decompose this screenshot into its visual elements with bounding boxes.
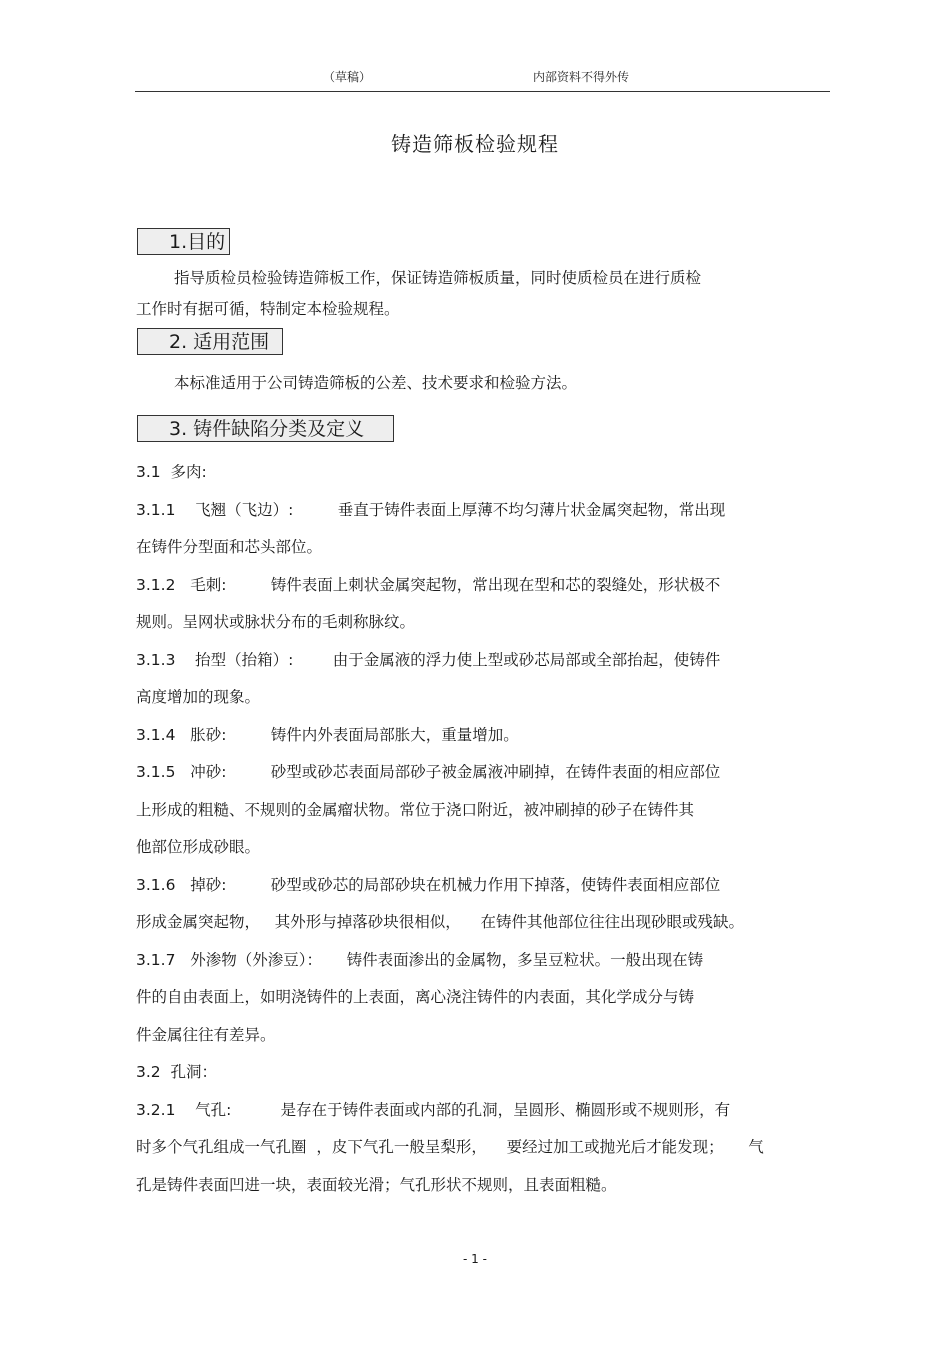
section-1-heading: 1.目的	[137, 228, 230, 255]
header-rule	[135, 91, 830, 92]
section-3-line: 3.1.4 胀砂: 铸件内外表面局部胀大，重量增加。	[136, 725, 519, 744]
section-3-line: 3.1.5 冲砂: 砂型或砂芯表面局部砂子被金属液冲刷掉，在铸件表面的相应部位	[136, 763, 721, 781]
page-number: - 1 -	[463, 1252, 487, 1266]
section-1-line: 工作时有据可循，特制定本检验规程。	[136, 300, 400, 318]
section-3-line: 3.1 多肉:	[136, 463, 207, 481]
section-2-line: 本标准适用于公司铸造筛板的公差、技术要求和检验方法。	[174, 374, 578, 392]
section-3-line: 高度增加的现象。	[136, 688, 261, 706]
section-3-heading: 3. 铸件缺陷分类及定义	[137, 415, 394, 442]
section-3-line: 3.1.6 掉砂: 砂型或砂芯的局部砂块在机械力作用下掉落，使铸件表面相应部位	[136, 875, 721, 894]
header-confidential-label: 内部资料不得外传	[533, 70, 630, 84]
section-3-line: 3.1.1 飞翘（飞边）: 垂直于铸件表面上厚薄不均匀薄片状金属突起物，常出现	[136, 500, 726, 519]
section-3-line: 3.1.2 毛刺: 铸件表面上刺状金属突起物，常出现在型和芯的裂缝处，形状极不	[136, 575, 721, 594]
section-3-line: 在铸件分型面和芯头部位。	[136, 538, 323, 556]
section-3-line: 孔是铸件表面凹进一块，表面较光滑；气孔形状不规则，且表面粗糙。	[136, 1175, 617, 1194]
section-3-line: 3.2 孔洞：	[136, 1063, 218, 1081]
section-2-heading: 2. 适用范围	[137, 328, 283, 355]
section-3-line: 他部位形成砂眼。	[136, 838, 261, 856]
section-3-line: 3.1.7 外渗物（外渗豆）： 铸件表面渗出的金属物，多呈豆粒状。一般出现在铸	[136, 950, 704, 969]
section-3-line: 时多个气孔组成一气孔圈 ，皮下气孔一般呈梨形， 要经过加工或抛光后才能发现； 气	[136, 1138, 764, 1156]
section-1-line: 指导质检员检验铸造筛板工作，保证铸造筛板质量，同时使质检员在进行质检	[174, 269, 702, 287]
section-3-line: 3.2.1 气孔: 是存在于铸件表面或内部的孔洞，呈圆形、椭圆形或不规则形，有	[136, 1100, 731, 1119]
document-title: 铸造筛板检验规程	[391, 132, 559, 156]
section-3-line: 形成金属突起物， 其外形与掉落砂块很相似， 在铸件其他部位往往出现砂眼或残缺。	[136, 913, 744, 931]
section-3-line: 件的自由表面上，如明浇铸件的上表面，离心浇注铸件的内表面，其化学成分与铸	[136, 988, 695, 1006]
section-3-line: 3.1.3 抬型（抬箱）: 由于金属液的浮力使上型或砂芯局部或全部抬起，使铸件	[136, 650, 721, 669]
section-1-body	[136, 263, 701, 325]
header-draft-label: （草稿）	[323, 70, 372, 84]
section-3-body	[136, 454, 830, 1204]
section-3-line: 上形成的粗糙、不规则的金属瘤状物。常位于浇口附近，被冲刷掉的砂子在铸件其	[136, 800, 695, 819]
section-3-line: 件金属往往有差异。	[136, 1025, 276, 1044]
section-2-body	[136, 368, 577, 399]
section-3-line: 规则。呈网状或脉状分布的毛刺称脉纹。	[136, 613, 416, 631]
